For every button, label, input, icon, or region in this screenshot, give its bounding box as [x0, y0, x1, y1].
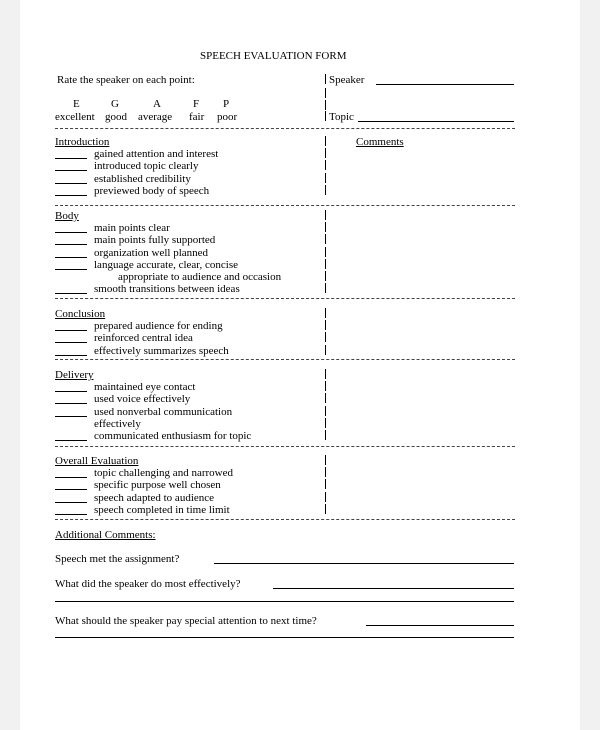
answer-line-most-effective-2[interactable]: [55, 601, 514, 602]
divider-bar: [325, 259, 326, 269]
divider-bar: [325, 100, 326, 110]
rating-blank[interactable]: [55, 342, 87, 343]
divider-bar: [325, 430, 326, 440]
criterion-label: reinforced central idea: [94, 332, 193, 345]
divider-bar: [325, 160, 326, 170]
divider-bar: [325, 418, 326, 428]
rating-word-average: average: [138, 111, 173, 123]
rating-blank[interactable]: [55, 391, 87, 392]
rating-letter-f: F: [193, 98, 200, 110]
rating-letter-g: G: [111, 98, 119, 110]
criterion-label: previewed body of speech: [94, 184, 210, 197]
divider-bar: [325, 234, 326, 244]
criterion-label: effectively: [94, 417, 141, 430]
additional-comments-heading: Additional Comments:: [55, 529, 156, 541]
criterion-label: main points fully supported: [94, 234, 216, 247]
criterion-label: organization well planned: [94, 246, 209, 259]
divider-bar: [325, 406, 326, 416]
rating-blank[interactable]: [55, 502, 87, 503]
divider-bar: [325, 467, 326, 477]
divider-bar: [325, 332, 326, 342]
criterion-label: speech completed in time limit: [94, 503, 230, 516]
section-heading: Introduction: [55, 136, 110, 148]
answer-line-assignment[interactable]: [214, 563, 514, 564]
rating-word-fair: fair: [189, 111, 205, 123]
rating-blank[interactable]: [55, 489, 87, 490]
criterion-label: used nonverbal communication: [94, 405, 233, 418]
rate-prompt: Rate the speaker on each point:: [57, 74, 195, 86]
form-title: SPEECH EVALUATION FORM: [200, 50, 347, 62]
section-divider: [55, 205, 515, 206]
criterion-label: communicated enthusiasm for topic: [94, 430, 252, 442]
divider-bar: [325, 345, 326, 355]
divider-bar: [325, 185, 326, 195]
criterion-label: main points clear: [94, 222, 170, 235]
divider-bar: [325, 136, 326, 146]
answer-line-most-effective[interactable]: [273, 588, 514, 589]
criterion-label: used voice effectively: [94, 393, 191, 406]
divider-bar: [325, 88, 326, 98]
divider-bar: [325, 148, 326, 158]
rating-letter-p: P: [223, 98, 230, 110]
section-divider: [55, 519, 515, 520]
question-most-effective: What did the speaker do most effectively?: [55, 578, 241, 590]
criterion-label: smooth transitions between ideas: [94, 283, 240, 296]
divider-bar: [325, 283, 326, 293]
divider-bar: [325, 393, 326, 403]
section-divider: [55, 128, 515, 129]
answer-line-next-time-2[interactable]: [55, 637, 514, 638]
rating-blank[interactable]: [55, 330, 87, 331]
criterion-label: prepared audience for ending: [94, 320, 223, 333]
rating-blank[interactable]: [55, 269, 87, 270]
rating-letter-e: E: [73, 98, 80, 110]
criterion-label: language accurate, clear, concise: [94, 258, 238, 271]
rating-blank[interactable]: [55, 232, 87, 233]
answer-line-next-time[interactable]: [366, 625, 514, 626]
section-divider: [55, 446, 515, 447]
rating-blank[interactable]: [55, 195, 87, 196]
rating-letter-a: A: [153, 98, 161, 110]
criterion-label: introduced topic clearly: [94, 160, 199, 173]
rating-blank[interactable]: [55, 416, 87, 417]
divider-bar: [325, 369, 326, 379]
rating-blank[interactable]: [55, 440, 87, 441]
divider-bar: [325, 479, 326, 489]
divider-bar: [325, 271, 326, 281]
speaker-label: Speaker: [329, 74, 365, 86]
divider-bar: [325, 492, 326, 502]
topic-field[interactable]: [358, 121, 514, 122]
criterion-label: maintained eye contact: [94, 381, 196, 394]
comments-label: Comments: [356, 136, 404, 148]
rating-blank[interactable]: [55, 183, 87, 184]
rating-blank[interactable]: [55, 244, 87, 245]
rating-word-good: good: [105, 111, 127, 123]
rating-blank[interactable]: [55, 514, 87, 515]
rating-blank[interactable]: [55, 158, 87, 159]
rating-blank[interactable]: [55, 293, 87, 294]
rating-word-excellent: excellent: [55, 111, 95, 123]
question-next-time: What should the speaker pay special attention to next time?: [55, 615, 317, 627]
section-divider: [55, 359, 515, 360]
section-heading: Conclusion: [55, 308, 106, 320]
divider-bar: [325, 247, 326, 257]
question-assignment: Speech met the assignment?: [55, 553, 180, 565]
rating-blank[interactable]: [55, 477, 87, 478]
criterion-label: appropriate to audience and occasion: [118, 271, 282, 283]
form-page: [20, 0, 580, 730]
criterion-label: speech adapted to audience: [94, 491, 215, 504]
criterion-label: established credibility: [94, 172, 191, 185]
rating-blank[interactable]: [55, 403, 87, 404]
criterion-label: gained attention and interest: [94, 148, 219, 161]
criterion-label: effectively summarizes speech: [94, 344, 229, 357]
divider-bar: [325, 74, 326, 84]
divider-bar: [325, 111, 326, 121]
section-heading: Overall Evaluation: [55, 455, 139, 467]
divider-bar: [325, 504, 326, 514]
speaker-field[interactable]: [376, 84, 514, 85]
divider-bar: [325, 210, 326, 220]
divider-bar: [325, 222, 326, 232]
section-heading: Delivery: [55, 369, 94, 381]
rating-word-poor: poor: [217, 111, 238, 123]
divider-bar: [325, 455, 326, 465]
criterion-label: topic challenging and narrowed: [94, 467, 233, 480]
rating-blank[interactable]: [55, 257, 87, 258]
divider-bar: [325, 308, 326, 318]
criterion-label: specific purpose well chosen: [94, 479, 221, 492]
divider-bar: [325, 173, 326, 183]
rating-blank[interactable]: [55, 170, 87, 171]
rating-blank[interactable]: [55, 355, 87, 356]
section-heading: Body: [55, 210, 79, 222]
section-divider: [55, 298, 515, 299]
divider-bar: [325, 381, 326, 391]
topic-label: Topic: [329, 111, 354, 123]
divider-bar: [325, 320, 326, 330]
